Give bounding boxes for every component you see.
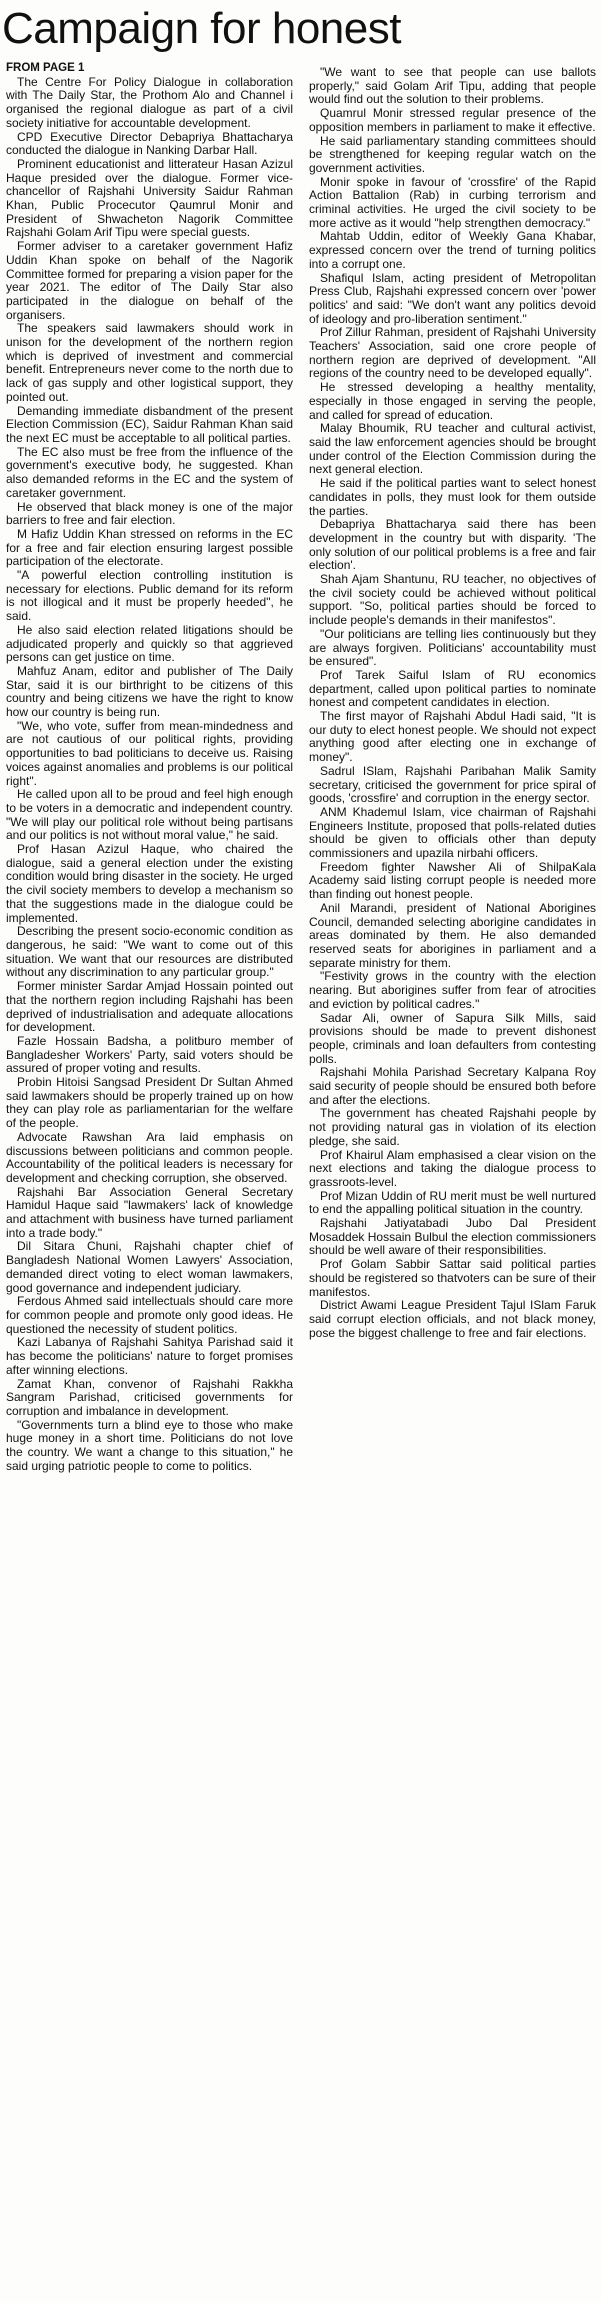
article-paragraph: He also said election related litigations should be adjudicated properly and quickly so that aggrieved persons can get justice on time. [6, 622, 293, 665]
article-paragraph: Former minister Sardar Amjad Hossain pointed out that the northern region including Rajshahi has been deprived of industrialisation and adequate allocations for development. [6, 979, 293, 1035]
article-paragraph: Prof Zillur Rahman, president of Rajshahi University Teachers' Association, said one crore people of northern region are deprived of development. "All regions of the country need to be developed equally". [309, 325, 596, 381]
article-paragraph: Former adviser to a caretaker government Hafiz Uddin Khan spoke on behalf of the Nagorik Committee formed for preparing a vision paper for the year 2021. The editor of The Daily Star also participated in the dialogue on behalf of the organisers. [6, 239, 293, 322]
article-paragraph: The EC also must be free from the influence of the government's executive body, he suggested. Khan also demanded reforms in the EC and the system of caretaker government. [6, 444, 293, 500]
article-paragraph: Mahfuz Anam, editor and publisher of The Daily Star, said it is our birthright to be citizens of this country and being citizens we have the right to know how our country is being run. [6, 663, 293, 720]
article-paragraph: Sadar Ali, owner of Sapura Silk Mills, said provisions should be made to prevent dishonest people, criminals and loan defaulters from contesting polls. [309, 1010, 596, 1066]
article-paragraph: He said parliamentary standing committees should be strengthened for keeping regular watch on the government activities. [309, 133, 596, 175]
article-paragraph: Dil Sitara Chuni, Rajshahi chapter chief of Bangladesh National Women Lawyers' Association, demanded direct voting to elect woman lawmakers, good governance and independent judiciary. [6, 1239, 293, 1295]
article-paragraph: Prof Tarek Saiful Islam of RU economics department, called upon political parties to nominate honest and competent candidates in election. [309, 667, 596, 710]
article-paragraph: "Governments turn a blind eye to those who make huge money in a short time. Politicians do not love the country. We want a change to this situation," he said urging patriotic people to come to politics. [6, 1417, 293, 1473]
article-paragraph: Zamat Khan, convenor of Rajshahi Rakkha Sangram Parishad, criticised governments for corruption and imbalance in development. [6, 1376, 293, 1418]
article-paragraph: He stressed developing a healthy mentality, especially in those engaged in serving the people, and called for spread of education. [309, 380, 596, 422]
article-paragraph: Shah Ajam Shantunu, RU teacher, no objectives of the civil society could be achieved without political support. "So, political parties should be forced to include people's demands in their manifestos". [309, 572, 596, 628]
article-paragraph: The first mayor of Rajshahi Abdul Hadi said, "It is our duty to elect honest people. We should not expect anything good after electing one in exchange of money". [309, 709, 596, 765]
article-paragraph: Prof Hasan Azizul Haque, who chaired the dialogue, said a general election under the existing condition would bring disaster in the society. He urged the civil society members to develop a mechanism so that the suggestions made in the dialogue could be implemented. [6, 842, 293, 925]
continuation-kicker: FROM PAGE 1 [6, 62, 85, 74]
article-paragraph: ANM Khademul Islam, vice chairman of Rajshahi Engineers Institute, proposed that polls-related duties should be given to officials other than deputy commissioners and upazila nirbahi officers. [309, 804, 596, 861]
article-paragraph: Shafiqul Islam, acting president of Metropolitan Press Club, Rajshahi expressed concern over 'power politics' and said: "We don't want any politics devoid of ideology and pro-liberation sentiment." [309, 270, 596, 326]
article-paragraph: Debapriya Bhattacharya said there has been development in the country but with disparity. 'The only solution of our political problems is a free and fair election'. [309, 517, 596, 573]
article-paragraph: Monir spoke in favour of 'crossfire' of the Rapid Action Battalion (Rab) in curbing terrorism and criminal activities. He urged the civil society to be more active as it would "help strengthen democracy." [309, 174, 596, 230]
article-paragraph: "A powerful election controlling institution is necessary for elections. Public demand for its reform is not illogical and it must be properly heeded", he said. [6, 568, 293, 624]
article-paragraph: Anil Marandi, president of National Aborigines Council, demanded selecting aborigine candidates in areas dominated by them. He also demanded reserved seats for aborigines in parliament and a separate ministry for them. [309, 900, 596, 970]
article-paragraph: Probin Hitoisi Sangsad President Dr Sultan Ahmed said lawmakers should be properly trained up on how they can play role as parliamentarian for the welfare of the people. [6, 1075, 293, 1131]
article-paragraph: "Our politicians are telling lies continuously but they are always forgiven. Politicians' accountability must be ensured". [309, 626, 596, 669]
article-paragraph: Freedom fighter Nawsher Ali of ShilpaKala Academy said listing corrupt people is needed more than finding out honest people. [309, 859, 596, 902]
article-paragraph: "We want to see that people can use ballots properly," said Golam Arif Tipu, adding that people would find out the solution to their problems. [309, 66, 596, 107]
article-paragraph: The speakers said lawmakers should work in unison for the development of the northern region which is deprived of investment and commercial benefit. Entrepreneurs never come to the north due to lack of gas supply and other logistical support, they pointed out. [6, 321, 293, 404]
article-paragraph: "Festivity grows in the country with the election nearing. But aborigines suffer from fear of atrocities and eviction by political cadres." [309, 969, 596, 1011]
article-paragraph: M Hafiz Uddin Khan stressed on reforms in the EC for a free and fair election ensuring largest possible participation of the electorate. [6, 526, 293, 569]
article-paragraph: District Awami League President Tajul ISlam Faruk said corrupt election officials, and not black money, pose the biggest challenge to free and fair elections. [309, 1298, 596, 1340]
article-paragraph: Sadrul ISlam, Rajshahi Paribahan Malik Samity secretary, criticised the government for price spiral of goods, 'crossfire' and corruption in the energy sector. [309, 763, 596, 806]
article-paragraph: Malay Bhoumik, RU teacher and cultural activist, said the law enforcement agencies should be brought under control of the Election Commission during the next general election. [309, 421, 596, 477]
article-paragraph: Advocate Rawshan Ara laid emphasis on discussions between politicians and common people. Accountability of the political leaders is necessary for development and checking corruption, she observed. [6, 1129, 293, 1185]
right-column [309, 66, 596, 2303]
left-column [6, 62, 293, 2300]
article-paragraph: He observed that black money is one of the major barriers to free and fair election. [6, 499, 293, 528]
article-paragraph: The Centre For Policy Dialogue in collaboration with The Daily Star, the Prothom Alo and Channel i organised the regional dialogue as part of a civil society initiative for accountable development. [6, 74, 293, 130]
article-paragraph: Ferdous Ahmed said intellectuals should care more for common people and promote only good ideas. He questioned the necessity of student politics. [6, 1294, 293, 1336]
article-paragraph: Demanding immediate disbandment of the present Election Commission (EC), Saidur Rahman Khan said the next EC must be acceptable to all political parties. [6, 403, 293, 445]
article-paragraph: Rajshahi Mohila Parishad Secretary Kalpana Roy said security of people should be ensured both before and after the elections. [309, 1065, 596, 1107]
article-paragraph: The government has cheated Rajshahi people by not providing natural gas in violation of its election pledge, she said. [309, 1106, 596, 1148]
article-paragraph: "We, who vote, suffer from mean-mindedness and are not cautious of our political rights, providing opportunities to bad politicians to deceive us. Raising voices against anomalies and problems is our political right". [6, 718, 293, 788]
headline: Campaign for honest [2, 4, 401, 53]
article-paragraph: Prof Khairul Alam emphasised a clear vision on the next elections and taking the dialogue process to grassroots-level. [309, 1147, 596, 1189]
article-paragraph: He said if the political parties want to select honest candidates in polls, they must look for them outside the parties. [309, 476, 596, 518]
article-paragraph: Prominent educationist and litterateur Hasan Azizul Haque presided over the dialogue. Former vice-chancellor of Rajshahi University Saidur Rahman Khan, Public Procecutor Qaumrul Monir and President of Shwacheton Nagorik Committee Rajshahi Golam Arif Tipu were special guests. [6, 156, 293, 240]
article-paragraph: Quamrul Monir stressed regular presence of the opposition members in parliament to make it effective. [309, 106, 596, 134]
article-paragraph: Kazi Labanya of Rajshahi Sahitya Parishad said it has become the politicians' nature to forget promises after winning elections. [6, 1335, 293, 1377]
article-paragraph: Prof Golam Sabbir Sattar said political parties should be registered so thatvoters can be sure of their manifestos. [309, 1257, 596, 1299]
article-paragraph: CPD Executive Director Debapriya Bhattacharya conducted the dialogue in Nanking Darbar Hall. [6, 129, 293, 158]
article-paragraph: Prof Mizan Uddin of RU merit must be well nurtured to end the appalling political situation in the country. [309, 1188, 596, 1217]
article-paragraph: He called upon all to be proud and feel high enough to be voters in a democratic and independent country. "We will play our political role without being partisans and our politics is not without moral value," he said. [6, 787, 293, 843]
article-paragraph: Rajshahi Bar Association General Secretary Hamidul Haque said "lawmakers' lack of knowledge and attachment with business have turned parliament into a trade body." [6, 1184, 293, 1240]
article-paragraph: Fazle Hossain Badsha, a politburo member of Bangladesher Workers' Party, said voters should be assured of proper voting and results. [6, 1033, 293, 1076]
article-paragraph: Rajshahi Jatiyatabadi Jubo Dal President Mosaddek Hossain Bulbul the election commissioners should be well aware of their responsibilities. [309, 1216, 596, 1258]
article-paragraph: Mahtab Uddin, editor of Weekly Gana Khabar, expressed concern over the trend of turning politics into a corrupt one. [309, 229, 596, 271]
article-paragraph: Describing the present socio-economic condition as dangerous, he said: "We want to come out of this situation. We want that our resources are distributed without any discrimination to any particular group." [6, 924, 293, 980]
